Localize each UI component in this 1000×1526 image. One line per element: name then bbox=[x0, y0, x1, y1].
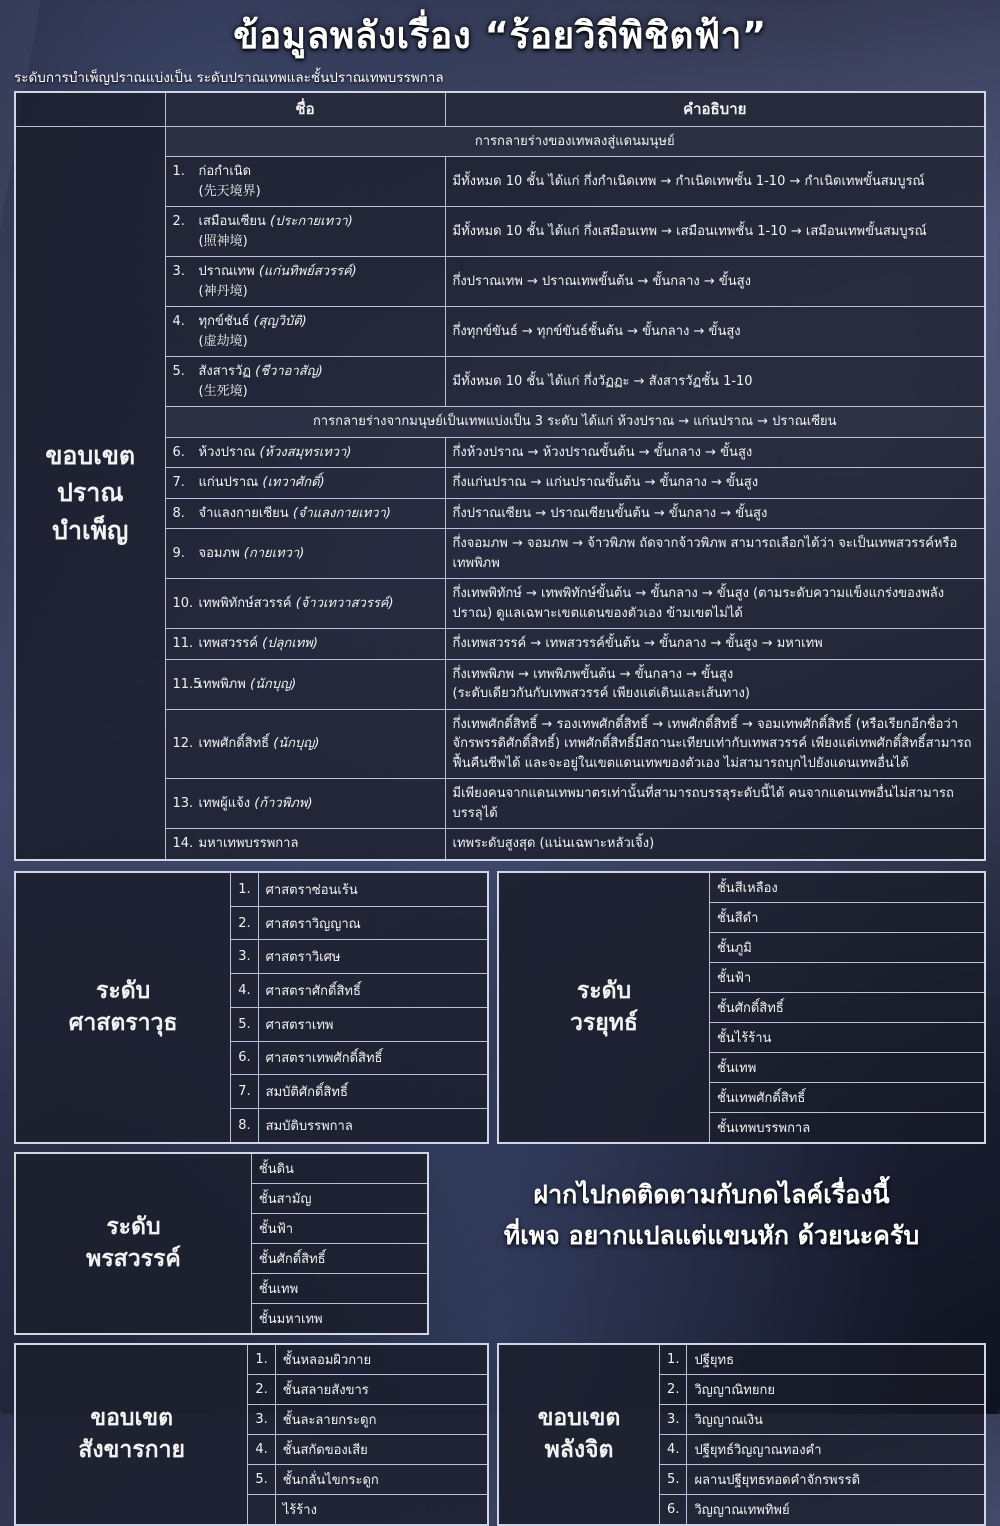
header-name: ชื่อ bbox=[165, 92, 445, 126]
list-item bbox=[15, 1153, 428, 1184]
item-number: 5. bbox=[660, 1464, 687, 1494]
realm-description: มีทั้งหมด 10 ชั้น ได้แก่ กึ่งเสมือนเทพ → เสมือนเทพชั้น 1-10 → เสมือนเทพขั้นสมบูรณ์ bbox=[445, 207, 985, 257]
row-number: 9. bbox=[172, 546, 185, 562]
realm-group-label: ขอบเขต ปราณ บำเพ็ญ bbox=[15, 126, 165, 860]
realm-name-cell bbox=[165, 157, 445, 207]
row-number: 3. bbox=[172, 264, 185, 280]
item-number: 6. bbox=[660, 1494, 687, 1525]
item-label: ชั้นไร้ร้าน bbox=[709, 1022, 985, 1052]
page-title: ข้อมูลพลังเรื่อง “ร้อยวิถีพิชิตฟ้า” bbox=[233, 14, 767, 57]
body-realm-table bbox=[14, 1343, 489, 1526]
item-number: 5. bbox=[231, 1007, 258, 1041]
weapon-rank-label: ระดับ ศาสตราวุธ bbox=[15, 872, 231, 1143]
realm-name-cell bbox=[165, 629, 445, 660]
realm-name: เทพศักดิ์สิทธิ์ (นักบุญ) bbox=[198, 736, 320, 752]
item-number: 4. bbox=[660, 1434, 687, 1464]
item-number: 3. bbox=[660, 1404, 687, 1434]
item-label: ชั้นฟ้า bbox=[709, 962, 985, 992]
row-number: 4. bbox=[172, 314, 185, 330]
realm-name-cell bbox=[165, 529, 445, 579]
item-label: ชั้นศักดิ์สิทธิ์ bbox=[709, 992, 985, 1022]
realm-description: มีเพียงคนจากแดนเทพมาตรเท่านั้นที่สามารถบรรลุระดับนี้ได้ คนจากแดนเทพอื่นไม่สามารถบรรลุได้ bbox=[445, 779, 985, 829]
item-label: ชั้นมหาเทพ bbox=[251, 1303, 428, 1334]
realm-name: ก่อกำเนิด (先天境界) bbox=[198, 164, 261, 199]
list-item bbox=[15, 1344, 488, 1375]
item-label: ชั้นละลายกระดูก bbox=[275, 1404, 488, 1434]
realm-name: สังสารวัฏ (ชีวาอาสัญ) (生死境) bbox=[198, 364, 323, 399]
realm-name: จำแลงกายเซียน (จำแลงกายเทวา) bbox=[198, 505, 391, 521]
realm-description: มีทั้งหมด 10 ชั้น ได้แก่ กึ่งวัฏฏะ → สังสารวัฏชั้น 1-10 bbox=[445, 357, 985, 407]
item-label: ศาสตราเทพ bbox=[258, 1007, 488, 1041]
item-label: ปฐียุทธ์วิญญาณทองคำ bbox=[687, 1434, 985, 1464]
item-label: ชั้นหลอมผิวกาย bbox=[275, 1344, 488, 1375]
realm-name-cell bbox=[165, 437, 445, 468]
item-label: วิญญาณเทพทิพย์ bbox=[687, 1494, 985, 1525]
item-number: 3. bbox=[248, 1404, 275, 1434]
realm-description: กึ่งทุกข์ขันธ์ → ทุกข์ขันธ์ชั้นต้น → ขั้นกลาง → ขั้นสูง bbox=[445, 307, 985, 357]
realm-name-cell bbox=[165, 257, 445, 307]
item-number: 1. bbox=[660, 1344, 687, 1375]
realm-description: กึ่งเทพศักดิ์สิทธิ์ → รองเทพศักดิ์สิทธิ์ → เทพศักดิ์สิทธิ์ → จอมเทพศักดิ์สิทธิ์ (หรือเรียกอีกชื่อว่า จักรพรรดิศักดิ์สิทธิ์) เทพศักดิ์สิทธิ์มีสถานะเทียบเท่ากับเทพสวรรค์ เพียงแต่เทพศักดิ์สิทธิ์สามารถฟื้นคืนชีพได้ และจะอยู่ในเขตแดนเทพของตัวเอง ไม่สามารถบุกไปยังแดนเทพอื่นได้ bbox=[445, 709, 985, 779]
realm-name: เทพพิภพ (นักบุญ) bbox=[198, 676, 297, 692]
table-header-row bbox=[15, 92, 985, 126]
row-number: 12. bbox=[172, 736, 194, 752]
realm-name: ปราณเทพ (แก่นทิพย์สวรรค์) (神丹境) bbox=[198, 264, 357, 299]
item-label: ชั้นสกัดของเสีย bbox=[275, 1434, 488, 1464]
realm-name-cell bbox=[165, 709, 445, 779]
list-item bbox=[498, 1344, 985, 1375]
item-number: 4. bbox=[248, 1434, 275, 1464]
blessing-rank-table bbox=[14, 1152, 429, 1335]
spirit-realm-table bbox=[497, 1343, 986, 1526]
row-number: 6. bbox=[172, 444, 185, 460]
realm-description: กึ่งเทพพิทักษ์ → เทพพิทักษ์ขั้นต้น → ขั้นกลาง → ขั้นสูง (ตามระดับความแข็งแกร่งของพลังปราณ) ดูแลเฉพาะเขตแดนของตัวเอง ข้ามเขตไม่ได้ bbox=[445, 579, 985, 629]
item-label: ชั้นเทพบรรพกาล bbox=[709, 1112, 985, 1143]
realm-name-cell bbox=[165, 779, 445, 829]
realm-name: ทุกข์ชันธ์ (สุญวิบัติ) (虚劫境) bbox=[198, 314, 307, 349]
row-number: 14. bbox=[172, 836, 194, 852]
item-number: 8. bbox=[231, 1109, 258, 1143]
realm-name-cell bbox=[165, 659, 445, 709]
realm-description: เทพระดับสูงสุด (แน่นเฉพาะหลัวเจิ้ง) bbox=[445, 829, 985, 860]
realm-description: มีทั้งหมด 10 ชั้น ได้แก่ กึ่งกำเนิดเทพ → กำเนิดเทพชั้น 1-10 → กำเนิดเทพขั้นสมบูรณ์ bbox=[445, 157, 985, 207]
item-label: ชั้นฟ้า bbox=[251, 1213, 428, 1243]
vorayut-rank-table bbox=[497, 871, 986, 1144]
row-number: 7. bbox=[172, 475, 185, 491]
item-label: ชั้นสามัญ bbox=[251, 1183, 428, 1213]
realm-name: เทพผู้แจ้ง (ก้าวพิภพ) bbox=[198, 796, 313, 812]
realm-name: มหาเทพบรรพกาล bbox=[198, 836, 299, 852]
item-label: ไร้ร้าง bbox=[275, 1494, 488, 1525]
item-label: ศาสตราเทพศักดิ์สิทธิ์ bbox=[258, 1041, 488, 1075]
realm-name: แก่นปราณ (เทวาศักดิ์) bbox=[198, 475, 325, 491]
list-item bbox=[15, 872, 488, 906]
item-label: สมบัติศักดิ์สิทธิ์ bbox=[258, 1075, 488, 1109]
row-number: 10. bbox=[172, 596, 194, 612]
item-label: ชั้นเทพ bbox=[251, 1273, 428, 1303]
item-number: 4. bbox=[231, 974, 258, 1008]
item-number: 3. bbox=[231, 940, 258, 974]
row-number: 11.5 bbox=[172, 676, 202, 692]
promo-line-1: ฝากไปกดติดตามกับกดไลค์เรื่องนี้ bbox=[533, 1179, 890, 1209]
realm-name-cell bbox=[165, 829, 445, 860]
realm-description: กึ่งแก่นปราณ → แก่นปราณขั้นต้น → ขั้นกลาง → ขั้นสูง bbox=[445, 468, 985, 499]
body-realm-label: ขอบเขต สังขารกาย bbox=[15, 1344, 248, 1525]
realm-name-cell bbox=[165, 207, 445, 257]
realm-description: กึ่งปราณเทพ → ปราณเทพขั้นต้น → ขั้นกลาง → ขั้นสูง bbox=[445, 257, 985, 307]
item-label: ชั้นสีดำ bbox=[709, 902, 985, 932]
item-label: วิญญาณเงิน bbox=[687, 1404, 985, 1434]
item-number: 6. bbox=[231, 1041, 258, 1075]
main-cultivation-table bbox=[14, 91, 986, 861]
item-label: ศาสตราศักดิ์สิทธิ์ bbox=[258, 974, 488, 1008]
realm-name: จอมภพ (กายเทวา) bbox=[198, 546, 305, 562]
band-ascension: การกลายร่างจากมนุษย์เป็นเทพแบ่งเป็น 3 ระดับ ได้แก่ ห้วงปราณ → แก่นปราณ → ปราณเซียน bbox=[165, 407, 985, 438]
item-label: ศาสตราวิญญาณ bbox=[258, 906, 488, 940]
third-section bbox=[14, 1152, 986, 1335]
item-label: ชั้นภูมิ bbox=[709, 932, 985, 962]
item-label: ชั้นเทพ bbox=[709, 1052, 985, 1082]
realm-description: กึ่งห้วงปราณ → ห้วงปราณขั้นต้น → ขั้นกลาง → ขั้นสูง bbox=[445, 437, 985, 468]
item-label: สมบัติบรรพกาล bbox=[258, 1109, 488, 1143]
item-number: 2. bbox=[231, 906, 258, 940]
row-number: 2. bbox=[172, 214, 185, 230]
row-number: 5. bbox=[172, 364, 185, 380]
item-label: ชั้นดิน bbox=[251, 1153, 428, 1184]
middle-section bbox=[14, 871, 986, 1144]
item-number: 1. bbox=[231, 872, 258, 906]
item-label: ชั้นศักดิ์สิทธิ์ bbox=[251, 1243, 428, 1273]
realm-name-cell bbox=[165, 357, 445, 407]
row-number: 11. bbox=[172, 636, 194, 652]
realm-name: เทพพิทักษ์สวรรค์ (จ้าวเทวาสวรรค์) bbox=[198, 596, 394, 612]
realm-name-cell bbox=[165, 579, 445, 629]
band-row bbox=[15, 126, 985, 157]
realm-description: กึ่งจอมภพ → จอมภพ → จ้าวพิภพ ถัดจากจ้าวพิภพ สามารถเลือกได้ว่า จะเป็นเทพสวรรค์หรือเทพพิภพ bbox=[445, 529, 985, 579]
item-label: ชั้นกลั่นไขกระดูก bbox=[275, 1464, 488, 1494]
realm-description: กึ่งเทพพิภพ → เทพพิภพขั้นต้น → ขั้นกลาง → ขั้นสูง (ระดับเดียวกันกับเทพสวรรค์ เพียงแต่เดินและเส้นทาง) bbox=[445, 659, 985, 709]
header-desc: คำอธิบาย bbox=[445, 92, 985, 126]
item-number: 7. bbox=[231, 1075, 258, 1109]
item-label: ปฐียุทธ bbox=[687, 1344, 985, 1375]
item-number: 2. bbox=[660, 1374, 687, 1404]
realm-name: เทพสวรรค์ (ปลุกเทพ) bbox=[198, 636, 318, 652]
realm-description: กึ่งปราณเซียน → ปราณเซียนขั้นต้น → ขั้นกลาง → ขั้นสูง bbox=[445, 498, 985, 529]
item-label: ชั้นเทพศักดิ์สิทธิ์ bbox=[709, 1082, 985, 1112]
vorayut-rank-label: ระดับ วรยุทธ์ bbox=[498, 872, 709, 1143]
item-label: ชั้นสลายสังขาร bbox=[275, 1374, 488, 1404]
list-item bbox=[498, 872, 985, 903]
row-number: 8. bbox=[172, 505, 185, 521]
item-number bbox=[248, 1494, 275, 1525]
spirit-realm-label: ขอบเขต พลังจิต bbox=[498, 1344, 660, 1525]
promo-line-2: ที่เพจ อยากแปลแต่แขนหัก ด้วยนะครับ bbox=[503, 1221, 920, 1251]
item-number: 1. bbox=[248, 1344, 275, 1375]
item-label: ผลานปฐียุทธทอดคำจักรพรรดิ bbox=[687, 1464, 985, 1494]
item-label: ศาสตราซ่อนเร้น bbox=[258, 872, 488, 906]
item-number: 2. bbox=[248, 1374, 275, 1404]
row-number: 13. bbox=[172, 796, 194, 812]
item-label: วิญญาณิทยกย bbox=[687, 1374, 985, 1404]
item-label: ศาสตราวิเศษ bbox=[258, 940, 488, 974]
realm-name-cell bbox=[165, 498, 445, 529]
header-spacer bbox=[15, 92, 165, 126]
band-descendants: การกลายร่างของเทพลงสู่แดนมนุษย์ bbox=[165, 126, 985, 157]
fourth-section bbox=[14, 1343, 986, 1526]
realm-description: กึ่งเทพสวรรค์ → เทพสวรรค์ขั้นต้น → ขั้นกลาง → ขั้นสูง → มหาเทพ bbox=[445, 629, 985, 660]
realm-name-cell bbox=[165, 307, 445, 357]
realm-name: เสมือนเซียน (ประกายเทวา) (照神境) bbox=[198, 214, 353, 249]
subtitle: ระดับการบำเพ็ญปราณแบ่งเป็น ระดับปราณเทพและชั้นปราณเทพบรรพกาล bbox=[14, 70, 444, 87]
weapon-rank-table bbox=[14, 871, 489, 1144]
realm-name: ห้วงปราณ (ห้วงสมุทรเทวา) bbox=[198, 444, 352, 460]
item-label: ชั้นสีเหลือง bbox=[709, 872, 985, 903]
realm-name-cell bbox=[165, 468, 445, 499]
blessing-rank-label: ระดับ พรสวรรค์ bbox=[15, 1153, 251, 1334]
item-number: 5. bbox=[248, 1464, 275, 1494]
promo-text bbox=[437, 1152, 986, 1257]
row-number: 1. bbox=[172, 164, 185, 180]
